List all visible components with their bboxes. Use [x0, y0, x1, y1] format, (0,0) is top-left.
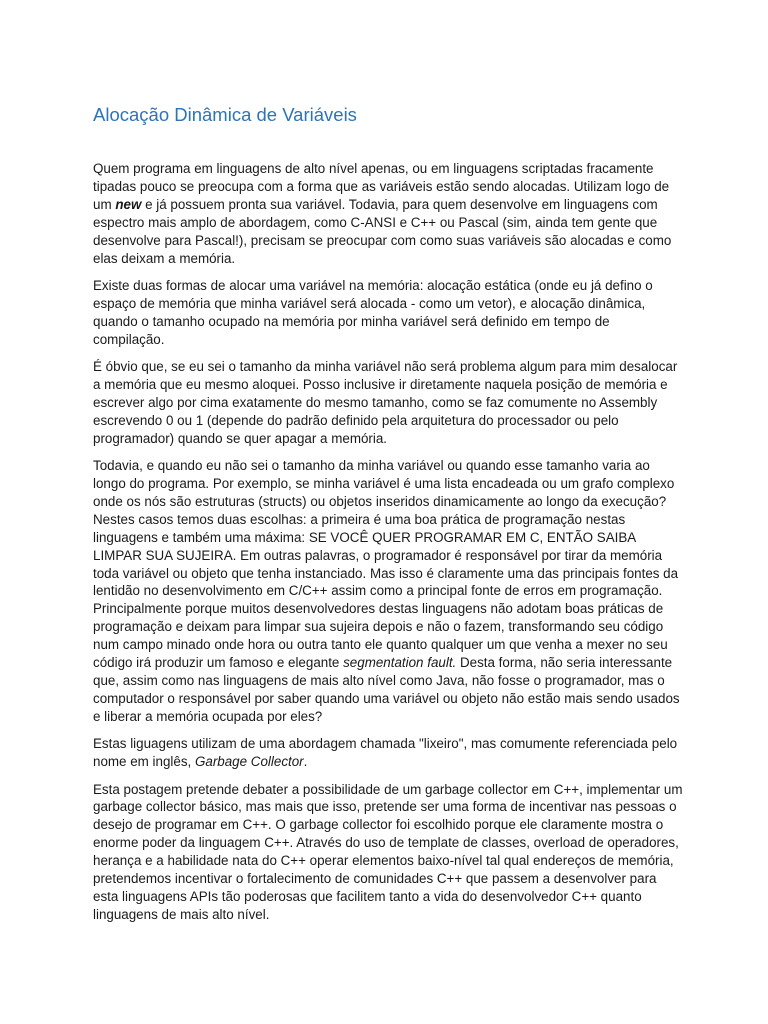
paragraph-known-size: É óbvio que, se eu sei o tamanho da minha variável não será problema algum para mim desalocar a memória que eu mesmo aloquei. Posso inclusive ir diretamente naquela posição de memória e escrever algo por cima exatamente do mesmo tamanho, como se faz comumente no Assembly escrevendo 0 ou 1 (depende do padrão definido pela arquitetura do processador ou pelo programador) quando se quer apagar a memória. — [93, 359, 678, 446]
document-title: Alocação Dinâmica de Variáveis — [93, 104, 357, 125]
paragraph-intro-text-1: Quem programa em linguagens de alto nível apenas, ou em linguagens scriptadas fracamente tipadas pouco se preocupa com a forma que as variáveis estão sendo alocadas. Utilizam logo de um — [93, 161, 670, 212]
paragraph-unknown-size — [93, 457, 683, 726]
paragraph-garbage-collector — [93, 735, 683, 771]
paragraph-garbage-collector-text-1: Estas liguagens utilizam de uma abordagem chamada "lixeiro", mas comumente referenciada pelo nome em inglês, — [93, 736, 678, 770]
paragraph-intro — [93, 160, 683, 267]
document-page — [93, 103, 683, 933]
paragraph-post-purpose: Esta postagem pretende debater a possibilidade de um garbage collector em C++, implementar um garbage collector básico, mas mais que isso, pretende ser uma forma de incentivar nas pessoas o desejo de programar em C++. O garbage collector foi escolhido porque ele claramente mostra o enorme poder da linguagem C++. Através do uso de template de classes, overload de operadores, herança e a habilidade nata do C++ operar elementos baixo-nível tal qual endereços de memória, pretendemos incentivar o fortalecimento de comunidades C++ que passem a desenvolver para esta linguagens APIs tão poderosas que facilitem tanto a vida do desenvolvedor C++ quanto linguagens de mais alto nível. — [93, 781, 683, 922]
garbage-collector-term: Garbage Collector — [194, 754, 304, 770]
paragraph-unknown-size-text-1: Todavia, e quando eu não sei o tamanho da minha variável ou quando esse tamanho varia ao longo do programa. Por exemplo, se minha variável é uma lista encadeada ou um grafo complexo onde os nós são estruturas (structs) ou objetos inseridos dinamicamente ao longo da execução? Nestes casos temos duas escolhas: a primeira é uma boa prática de programação nestas linguagens e também uma máxima: SE VOCÊ QUER PROGRAMAR EM C, ENTÃO SAIBA LIMPAR SUA SUJEIRA. Em outras palavras, o programador é responsável por tirar da memória toda variável ou objeto que tenha instanciado. Mas isso é claramente uma das principais fontes da lentidão no desenvolvimento em C/C++ assim como a principal fonte de erros em programação. Principalmente porque muitos desenvolvedores destas linguagens não adotam boas práticas de programação e deixam para limpar sua sujeira depois e não o fazem, transformando seu código num campo minado onde hora ou outra tanto ele quanto qualquer um que venha a mexer no seu código irá produzir um famoso e elegante — [93, 458, 679, 671]
segmentation-fault-term: segmentation fault. — [343, 655, 457, 671]
paragraph-garbage-collector-text-2: . — [303, 754, 308, 770]
paragraph-unknown-size-text-2: Desta forma, não seria interessante que, assim como nas linguagens de mais alto nível como Java, não fosse o programador, mas o computador o responsável por saber quando uma variável ou objeto não estão mais sendo usados e liberar a memória ocupada por eles? — [93, 655, 680, 724]
new-keyword: new — [115, 196, 142, 212]
paragraph-allocation-types: Existe duas formas de alocar uma variável na memória: alocação estática (onde eu já defino o espaço de memória que minha variável será alocada - como um vetor), e alocação dinâmica, quando o tamanho ocupado na memória por minha variável será definido em tempo de compilação. — [93, 277, 653, 347]
paragraph-intro-text-2: e já possuem pronta sua variável. Todavia, para quem desenvolve em linguagens com espectro mais amplo de abordagem, como C-ANSI e C++ ou Pascal (sim, ainda tem gente que desenvolve para Pascal!), precisam se preocupar com como suas variáveis são alocadas e como elas deixam a memória. — [93, 196, 672, 266]
